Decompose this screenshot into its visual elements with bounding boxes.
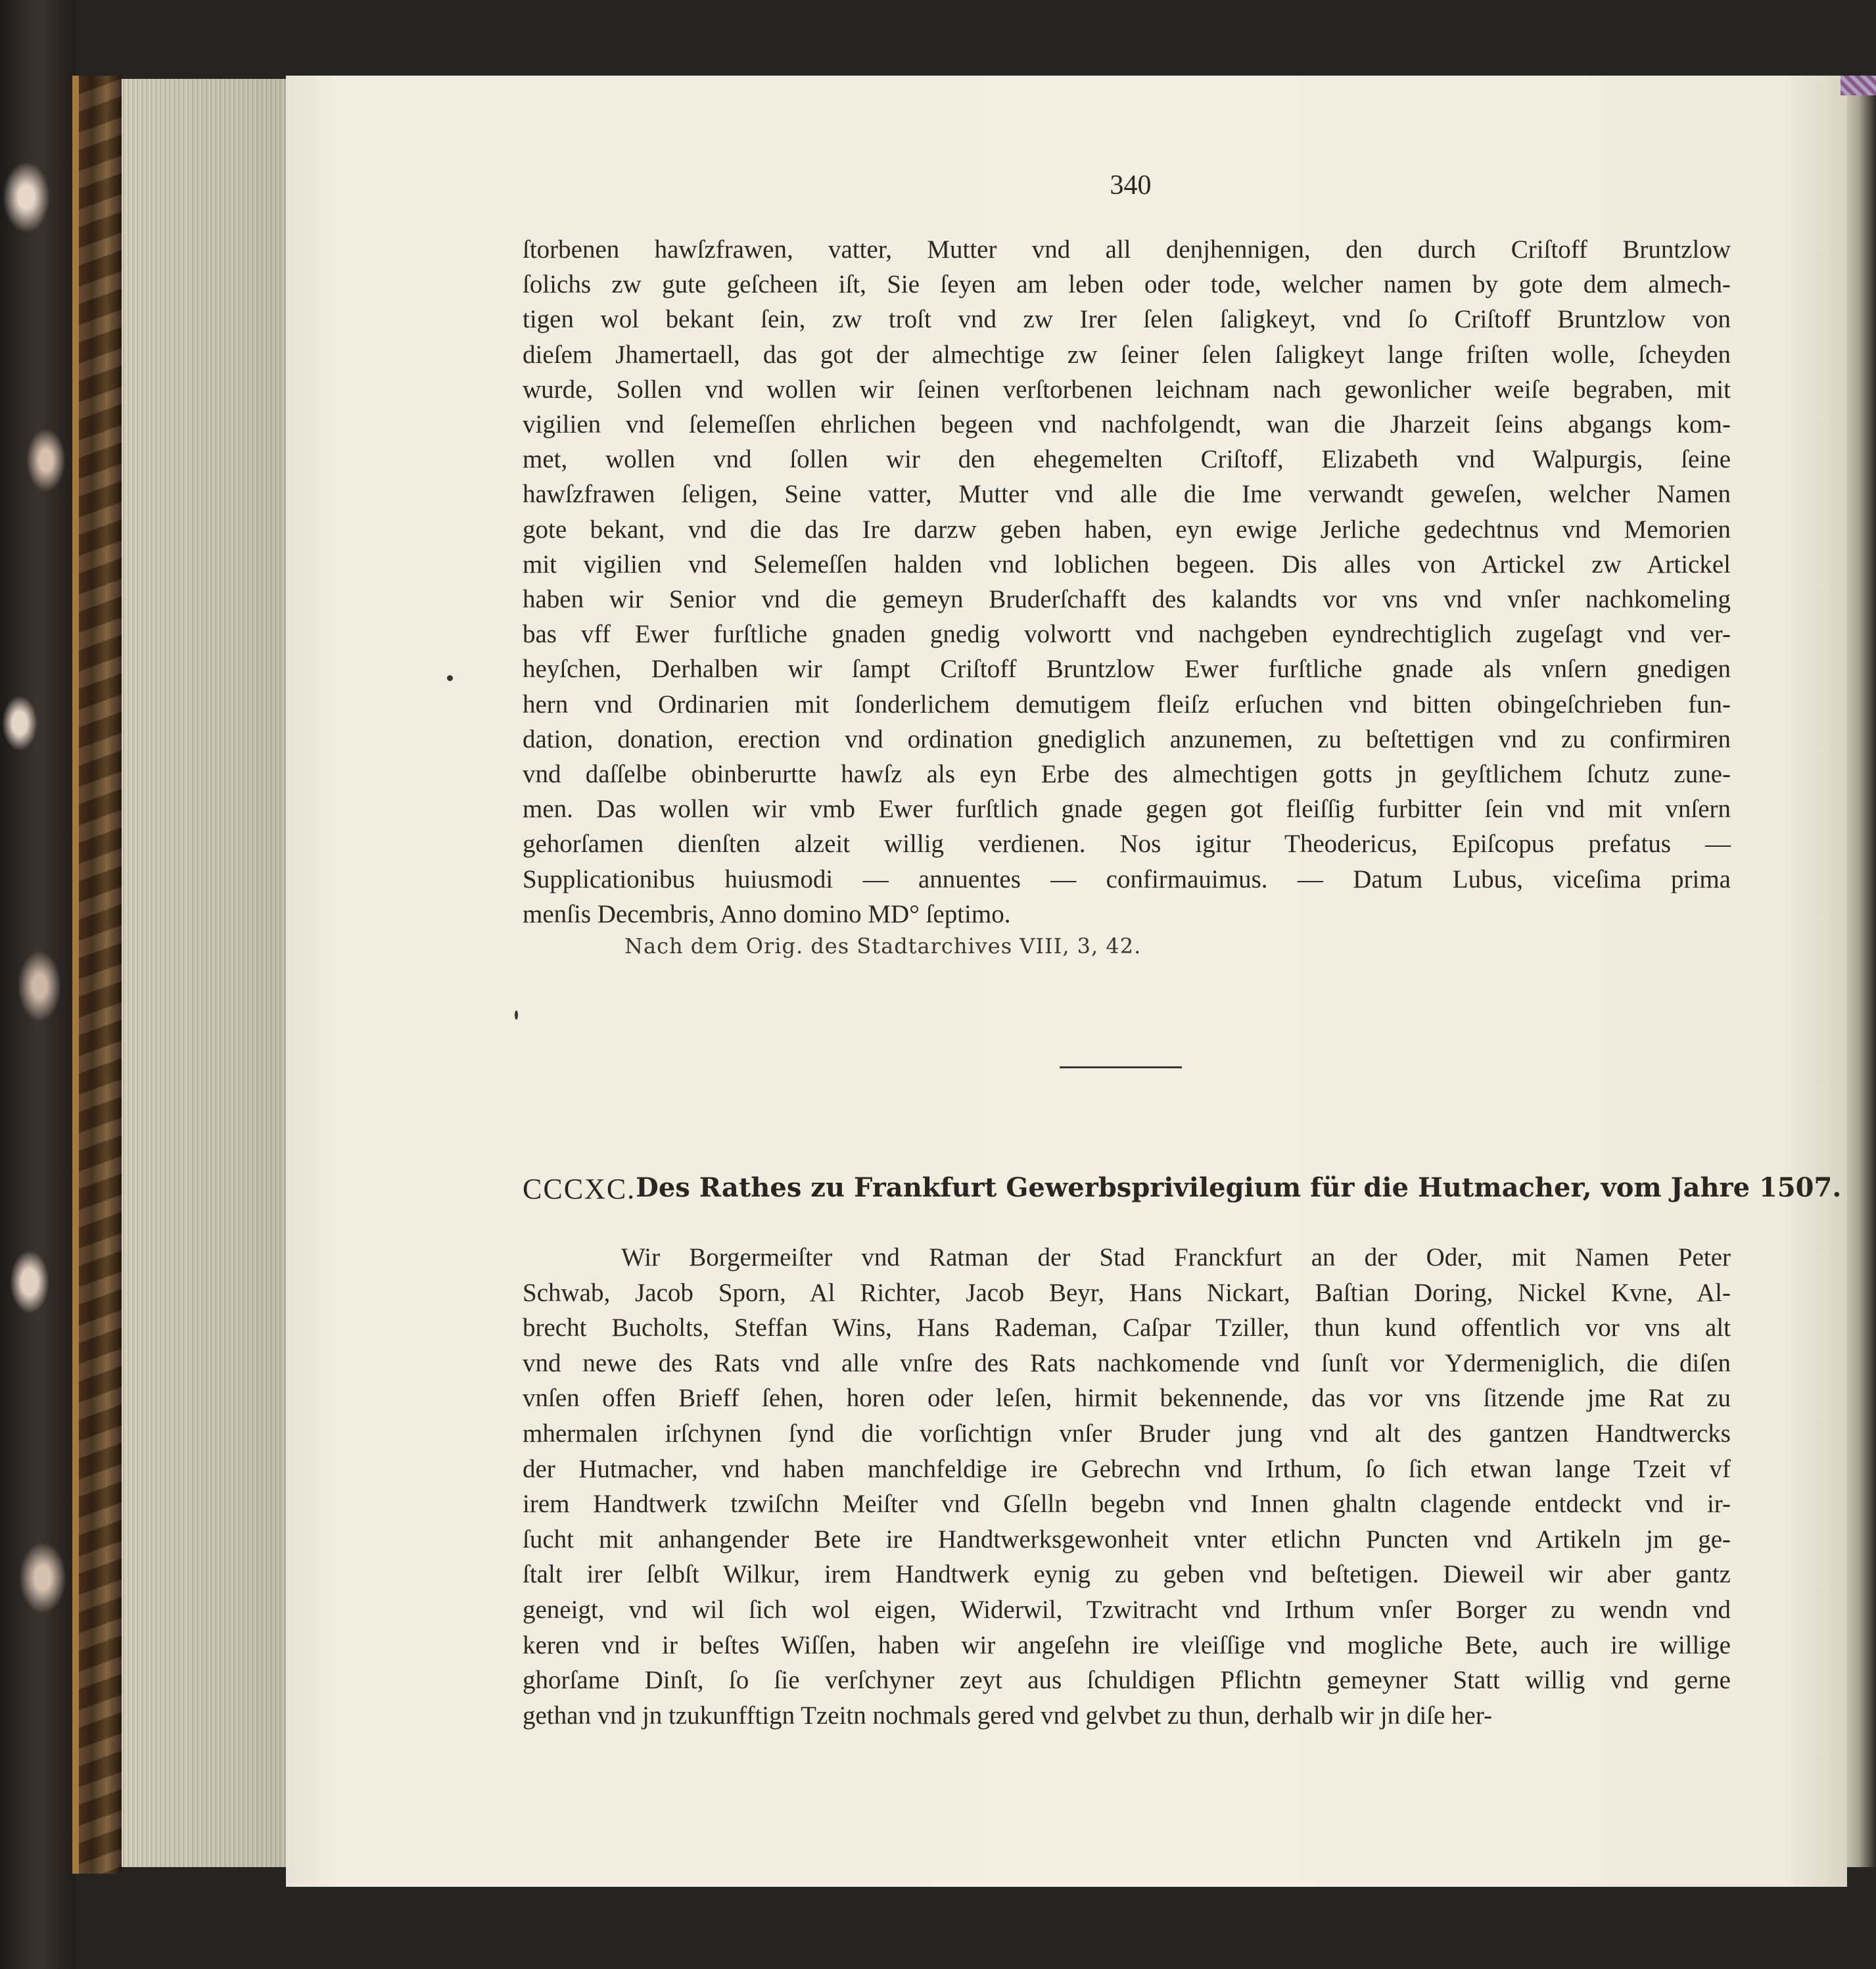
text-line: vnd newe des Rats vnd alle vnſre des Rats nachkomende vnd ſunſt vor Ydermeniglich, die diſen (523, 1348, 1731, 1377)
text-line: mit vigilien vnd Selemeſſen halden vnd loblichen begeen. Dis alles von Artickel zw Artickel (523, 550, 1731, 579)
text-line: vnſen offen Brieff ſehen, horen oder leſen, hirmit bekennende, das vor vns ſitzende jme Rat zu (523, 1384, 1731, 1413)
marbled-endpaper (0, 0, 76, 1969)
text-line: ghorſame Dinſt, ſo ſie verſchyner zeyt aus ſchuldigen Pflichtn gemeyner Statt willig vnd gerne (523, 1666, 1731, 1695)
text-line: dation, donation, erection vnd ordination gnediglich anzunemen, zu beſtettigen vnd zu confirmiren (523, 724, 1731, 753)
text-line: hawſzfrawen ſeligen, Seine vatter, Mutter vnd alle die Ime verwandt geweſen, welcher Namen (523, 480, 1731, 509)
document-number: CCCXC. (523, 1173, 636, 1205)
document-heading (523, 1172, 1842, 1206)
text-line: Wir Borgermeiſter vnd Ratman der Stad Franckfurt an der Oder, mit Namen Peter (621, 1243, 1731, 1271)
text-line: tigen wol bekant ſein, zw troſt vnd zw Irer ſelen ſaligkeyt, vnd ſo Criſtoff Bruntzlow von (523, 305, 1731, 334)
text-line: vigilien vnd ſelemeſſen ehrlichen begeen vnd nachfolgendt, wan die Jharzeit ſeins abgangs kom- (523, 410, 1731, 439)
text-line: ſucht mit anhangender Bete ire Handtwerksgewonheit vnter etlichn Puncten vnd Artikeln jm ge- (523, 1525, 1731, 1554)
page-stack-shade (122, 79, 286, 1867)
page-number: 340 (1110, 170, 1152, 201)
ink-spot (447, 675, 453, 681)
text-line: gehorſamen dienſten alzeit willig verdienen. Nos igitur Theodericus, Epiſcopus prefatus — (523, 830, 1731, 859)
text-line: mhermalen irſchynen ſynd die vorſichtign vnſer Bruder jung vnd alt des gantzen Handtwercks (523, 1419, 1731, 1448)
text-line: ſtalt irer ſelbſt Wilkur, irem Handtwerk eynig zu geben vnd beſtetigen. Dieweil wir aber gantz (523, 1560, 1731, 1589)
text-line: wurde, Sollen vnd wollen wir ſeinen verſtorbenen leichnam nach gewonlicher weiſe begraben, mit (523, 375, 1731, 404)
text-line: met, wollen vnd ſollen wir den ehegemelten Criſtoff, Elizabeth vnd Walpurgis, ſeine (523, 445, 1731, 474)
text-line: heyſchen, Derhalben wir ſampt Criſtoff Bruntzlow Ewer furſtliche gnade als vnſern gnedigen (523, 655, 1731, 684)
text-line: Schwab, Jacob Sporn, Al Richter, Jacob Beyr, Hans Nickart, Baſtian Doring, Nickel Kvne, Al- (523, 1278, 1731, 1307)
text-line: der Hutmacher, vnd haben manchfeldige ire Gebrechn vnd Irthum, ſo ſich etwan lange Tzeit vf (523, 1454, 1731, 1483)
text-line: brecht Bucholts, Steffan Wins, Hans Rademan, Caſpar Tziller, thun kund offentlich vor vns alt (523, 1314, 1731, 1342)
text-line: Supplicationibus huiusmodi — annuentes — confirmauimus. — Datum Lubus, viceſima prima (523, 865, 1731, 893)
source-note: Nach dem Orig. des Stadtarchives VIII, 3, 42. (624, 934, 1142, 959)
text-line: irem Handtwerk tzwiſchn Meiſter vnd Gſelln begebn vnd Innen ghaltn clagende entdeckt vnd ir- (523, 1490, 1731, 1519)
text-line: geneigt, vnd wil ſich wol eigen, Widerwil, Tzwitracht vnd Irthum vnſer Borger zu wendn vnd (523, 1596, 1731, 1624)
text-line: ſtorbenen hawſzfrawen, vatter, Mutter vnd all denjhennigen, den durch Criſtoff Bruntzlow (523, 235, 1731, 264)
text-line: keren vnd ir beſtes Wiſſen, haben wir angeſehn ire vleiſſige vnd mogliche Bete, auch ire willige (523, 1630, 1731, 1659)
book-cover-spine (72, 76, 122, 1874)
bookmark-ribbon (1841, 76, 1876, 95)
ink-spot (515, 1010, 518, 1020)
text-line: bas vff Ewer furſtliche gnaden gnedig volwortt vnd nachgeben eyndrechtiglich zugeſagt vnd ver- (523, 620, 1731, 649)
section-divider (1060, 1066, 1182, 1068)
cover-edge (72, 76, 79, 1874)
text-line: gethan vnd jn tzukunfftign Tzeitn nochmals gered vnd gelvbet zu thun, derhalb wir jn diſe her- (523, 1701, 1493, 1730)
text-line: hern vnd Ordinarien mit ſonderlichem demutigem fleiſz erſuchen vnd bitten obingeſchrieben fun- (523, 690, 1731, 719)
text-line: vnd daſſelbe obinberurtte hawſz als eyn Erbe des almechtigen gotts jn geyſtlichem ſchutz zune- (523, 760, 1731, 788)
text-line: dieſem Jhamertaell, das got der almechtige zw ſeiner ſelen ſaligkeyt lange friſten wolle, ſcheyden (523, 340, 1731, 369)
text-line: ſolichs zw gute geſcheen iſt, Sie ſeyen am leben oder tode, welcher namen by gote dem almech- (523, 270, 1731, 299)
text-line: men. Das wollen wir vmb Ewer furſtlich gnade gegen got fleiſſig furbitter ſein vnd mit vnſern (523, 795, 1731, 824)
text-line: menſis Decembris, Anno domino MD° ſeptimo. (523, 899, 1011, 928)
right-page-fold (1847, 92, 1876, 1867)
text-line: gote bekant, vnd die das Ire darzw geben haben, eyn ewige Jerliche gedechtnus vnd Memorien (523, 515, 1731, 544)
text-line: haben wir Senior vnd die gemeyn Bruderſchafft des kalandts vor vns vnd vnſer nachkomeling (523, 585, 1731, 613)
document-title: Des Rathes zu Frankfurt Gewerbsprivilegium für die Hutmacher, vom Jahre 1507. (636, 1172, 1842, 1203)
